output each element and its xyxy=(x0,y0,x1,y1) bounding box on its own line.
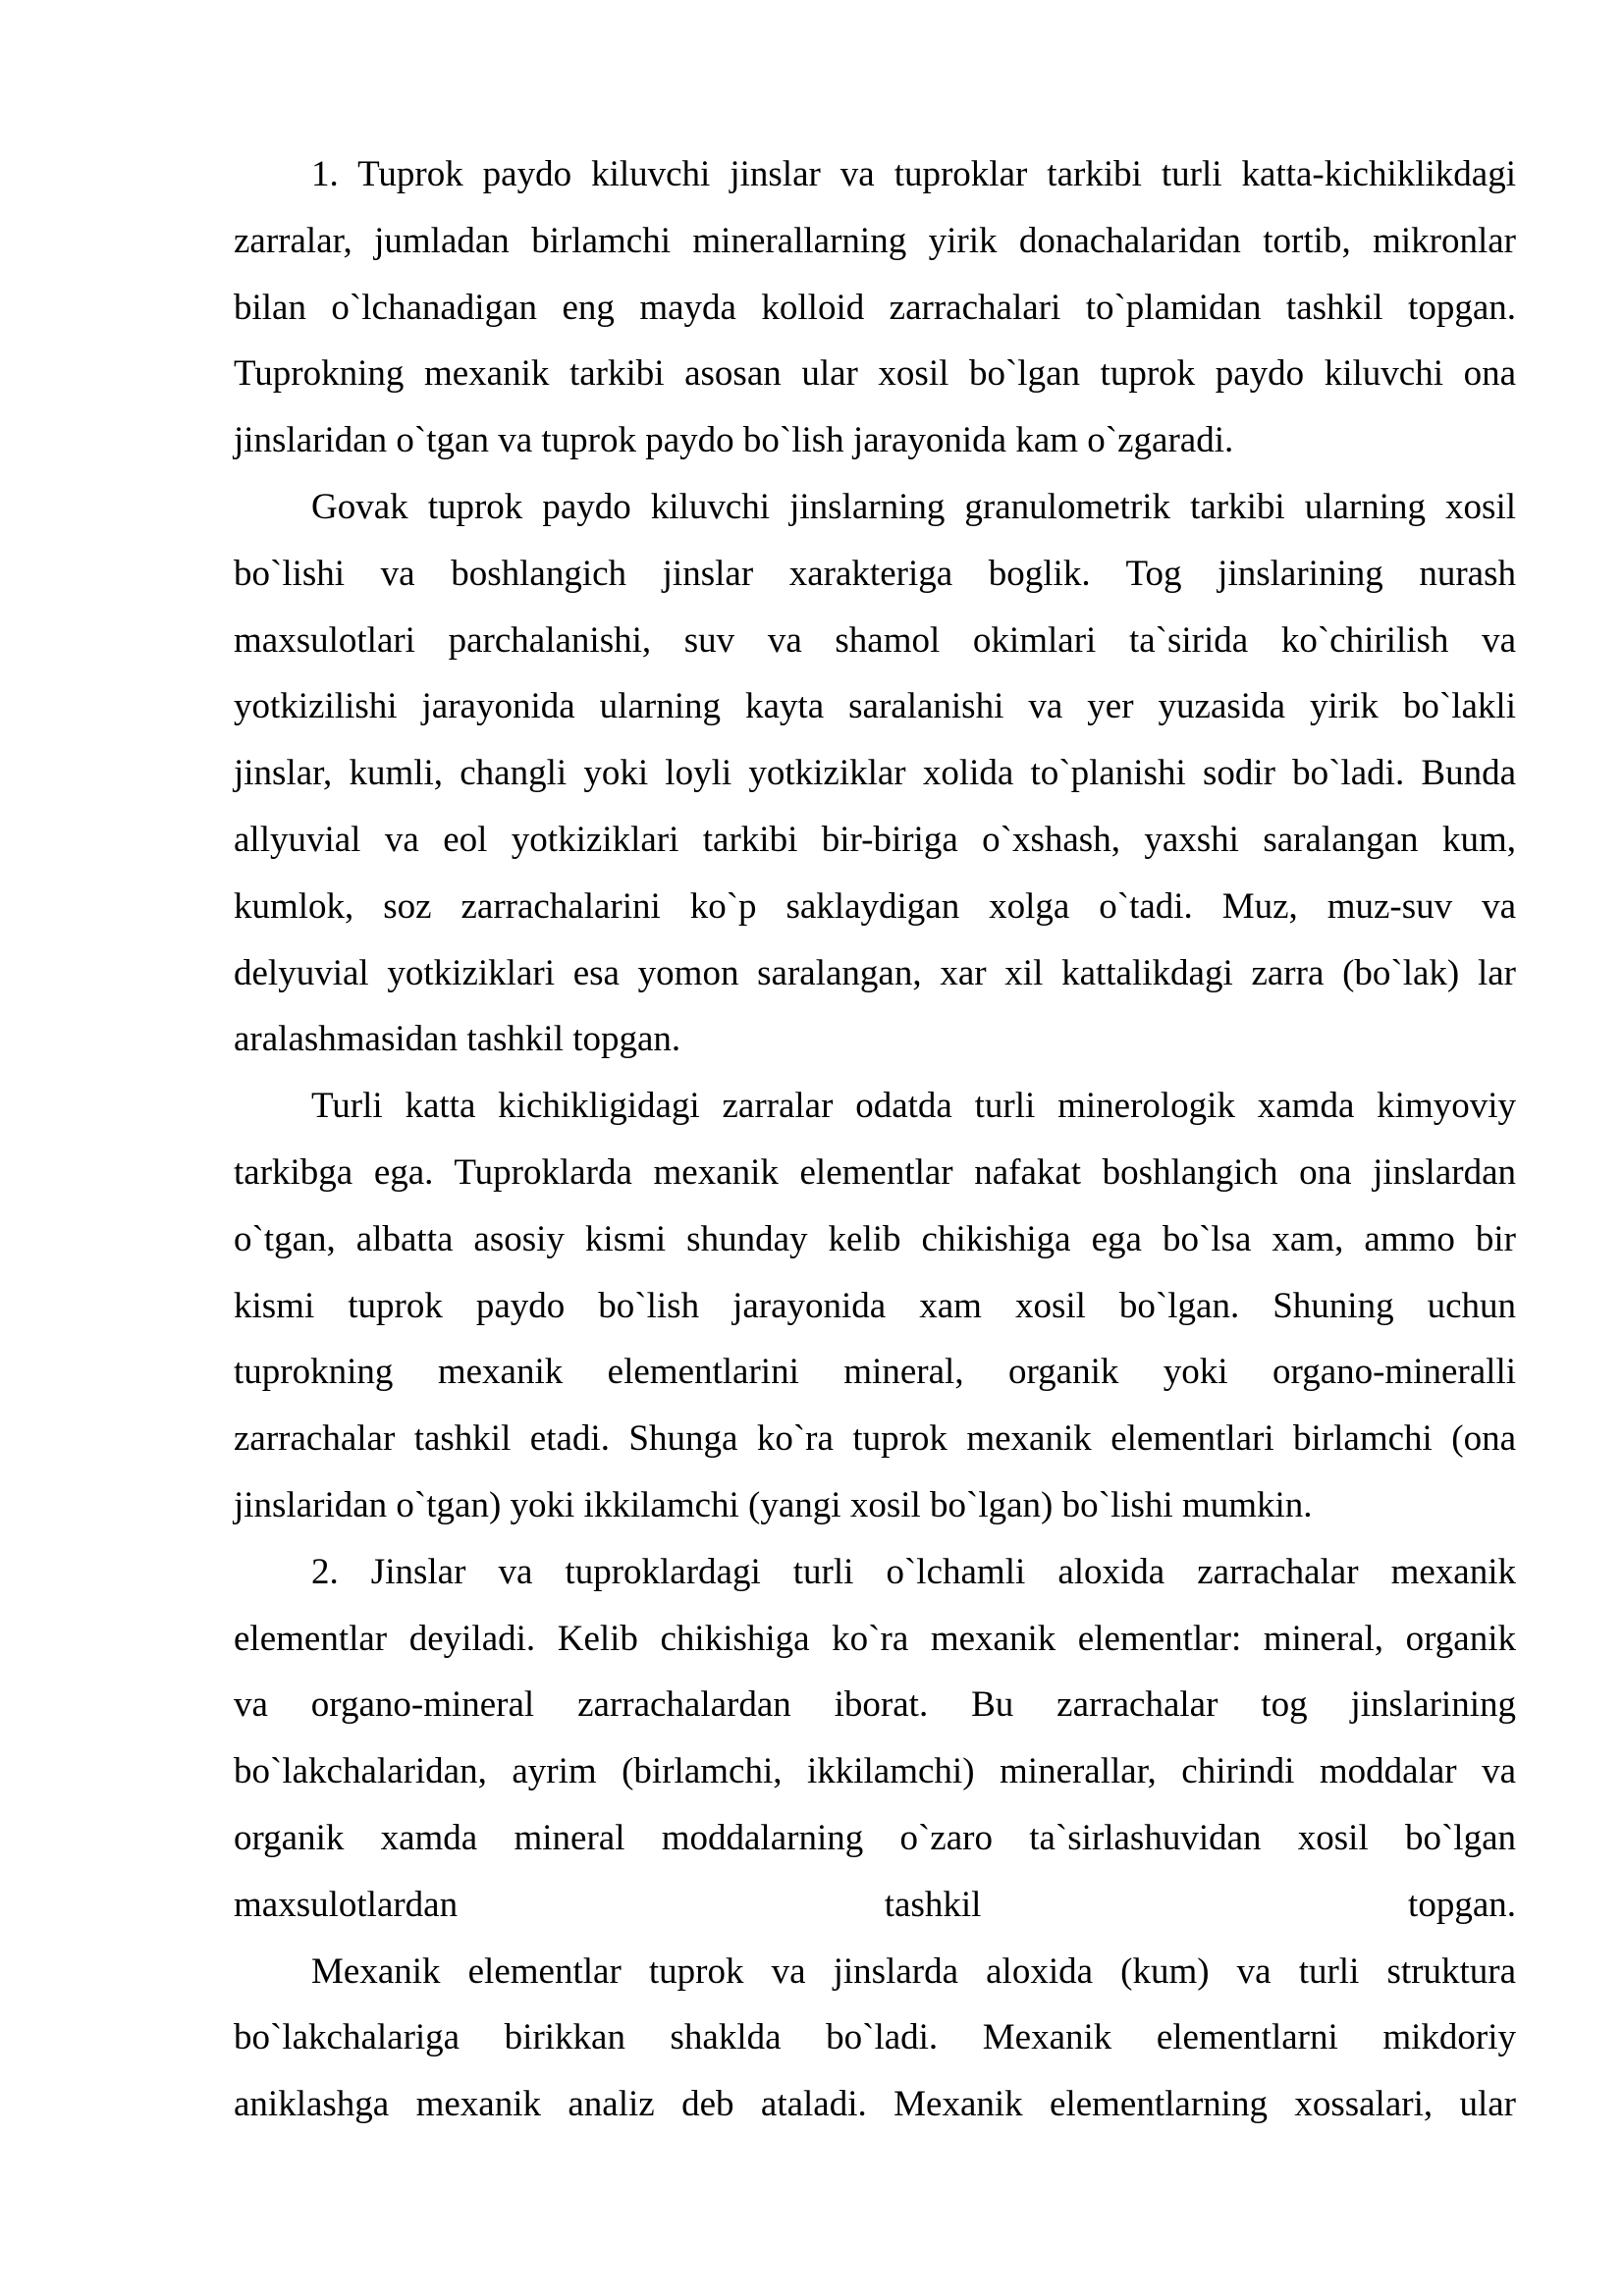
paragraph-line: tuprokning mexanik elementlarini mineral, organik yoki organo-mineralli xyxy=(234,1352,1516,1393)
paragraph-line: allyuvial va eol yotkiziklari tarkibi bir-biriga o`xshash, yaxshi saralangan kum, xyxy=(234,819,1516,860)
paragraph-line: jinslaridan o`tgan) yoki ikkilamchi (yangi xosil bo`lgan) bo`lishi mumkin. xyxy=(234,1484,1313,1525)
paragraph-line: va organo-mineral zarrachalardan iborat. Bu zarrachalar tog jinslarining xyxy=(234,1684,1516,1726)
paragraph-line: bo`lakchalaridan, ayrim (birlamchi, ikkilamchi) minerallar, chirindi moddalar va xyxy=(234,1751,1516,1792)
paragraph-line: zarralar, jumladan birlamchi minerallarning yirik donachalaridan tortib, mikronlar xyxy=(234,220,1516,261)
paragraph-line: bo`lishi va boshlangich jinslar xarakteriga boglik. Tog jinslarining nurash xyxy=(234,553,1516,594)
paragraph-1 xyxy=(234,141,1516,474)
paragraph-line: delyuvial yotkiziklari esa yomon saralangan, xar xil kattalikdagi zarra (bo`lak) lar xyxy=(234,952,1516,993)
paragraph-line: Mexanik elementlar tuprok va jinslarda aloxida (kum) va turli struktura xyxy=(311,1950,1516,1992)
paragraph-line: maxsulotlari parchalanishi, suv va shamol okimlari ta`sirida ko`chirilish va xyxy=(234,619,1516,661)
paragraph-line: elementlar deyiladi. Kelib chikishiga ko`ra mexanik elementlar: mineral, organik xyxy=(234,1618,1516,1659)
paragraph-5 xyxy=(234,1939,1516,2138)
paragraph-line: Turli katta kichikligidagi zarralar odatda turli minerologik xamda kimyoviy xyxy=(311,1086,1516,1127)
paragraph-line: jinslar, kumli, changli yoki loyli yotkiziklar xolida to`planishi sodir bo`ladi. Bunda xyxy=(234,753,1516,794)
paragraph-line: yotkizilishi jarayonida ularning kayta saralanishi va yer yuzasida yirik bo`lakli xyxy=(234,686,1516,727)
paragraph-line: kismi tuprok paydo bo`lish jarayonida xam xosil bo`lgan. Shuning uchun xyxy=(234,1285,1516,1326)
paragraph-line: o`tgan, albatta asosiy kismi shunday kelib chikishiga ega bo`lsa xam, ammo bir xyxy=(234,1218,1516,1259)
paragraph-line: zarrachalar tashkil etadi. Shunga ko`ra tuprok mexanik elementlari birlamchi (ona xyxy=(234,1418,1516,1460)
paragraph-line: tarkibga ega. Tuproklarda mexanik elementlar nafakat boshlangich ona jinslardan xyxy=(234,1151,1516,1193)
paragraph-line: jinslaridan o`tgan va tuprok paydo bo`lish jarayonida kam o`zgaradi. xyxy=(234,420,1234,461)
paragraph-line: bo`lakchalariga birikkan shaklda bo`ladi. Mexanik elementlarni mikdoriy xyxy=(234,2017,1516,2058)
paragraph-line: aralashmasidan tashkil topgan. xyxy=(234,1019,681,1060)
document-body xyxy=(234,141,1516,2138)
paragraph-line: maxsulotlardan tashkil topgan. xyxy=(234,1884,1516,1925)
paragraph-line: organik xamda mineral moddalarning o`zaro ta`sirlashuvidan xosil bo`lgan xyxy=(234,1817,1516,1858)
paragraph-line: kumlok, soz zarrachalarini ko`p saklaydigan xolga o`tadi. Muz, muz-suv va xyxy=(234,885,1516,927)
paragraph-line: aniklashga mexanik analiz deb ataladi. Mexanik elementlarning xossalari, ular xyxy=(234,2084,1516,2125)
paragraph-line: 2. Jinslar va tuproklardagi turli o`lchamli aloxida zarrachalar mexanik xyxy=(311,1551,1516,1592)
paragraph-2 xyxy=(234,474,1516,1073)
paragraph-line: Govak tuprok paydo kiluvchi jinslarning granulometrik tarkibi ularning xosil xyxy=(311,486,1516,527)
paragraph-4 xyxy=(234,1539,1516,1939)
paragraph-line: 1. Tuprok paydo kiluvchi jinslar va tuproklar tarkibi turli katta-kichiklikdagi xyxy=(311,154,1516,194)
paragraph-line: Tuprokning mexanik tarkibi asosan ular xosil bo`lgan tuprok paydo kiluvchi ona xyxy=(234,353,1516,395)
paragraph-line: bilan o`lchanadigan eng mayda kolloid zarrachalari to`plamidan tashkil topgan. xyxy=(234,287,1516,328)
paragraph-3 xyxy=(234,1073,1516,1539)
